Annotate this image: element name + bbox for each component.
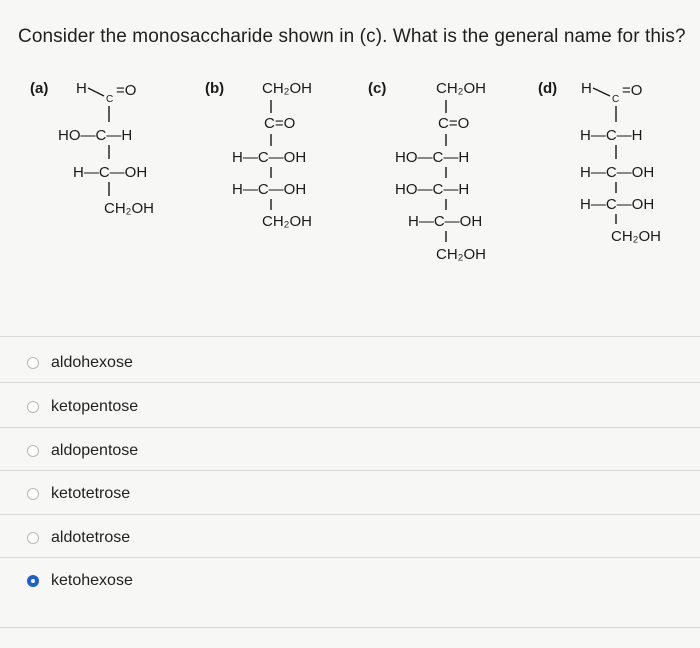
structure-c-top: CH₂OH bbox=[436, 80, 486, 97]
radio-button[interactable] bbox=[27, 357, 39, 369]
structure-c-row3: H—C—OH bbox=[408, 213, 483, 230]
structure-a-o: =O bbox=[116, 82, 137, 99]
option-aldotetrose[interactable] bbox=[0, 516, 700, 559]
option-label: aldopentose bbox=[51, 441, 139, 459]
structure-d-bond bbox=[593, 88, 610, 96]
option-divider bbox=[0, 557, 700, 558]
structure-a-row2: H—C—OH bbox=[73, 164, 148, 181]
structure-d-c: C bbox=[612, 94, 620, 105]
structure-c-label: (c) bbox=[368, 80, 387, 97]
option-label: ketohexose bbox=[51, 571, 133, 589]
structure-b-top: CH₂OH bbox=[262, 80, 312, 97]
structure-d-row3: H—C—OH bbox=[580, 196, 655, 213]
radio-button[interactable] bbox=[27, 445, 39, 457]
option-ketotetrose[interactable] bbox=[0, 472, 700, 515]
structure-a bbox=[30, 80, 154, 217]
structure-c bbox=[368, 80, 486, 263]
option-aldohexose[interactable] bbox=[0, 341, 700, 384]
option-label: aldotetrose bbox=[51, 528, 131, 546]
structure-c-row1: HO—C—H bbox=[395, 149, 470, 166]
structure-a-row1: HO—C—H bbox=[58, 127, 133, 144]
radio-button[interactable] bbox=[27, 488, 39, 500]
structure-c-row2: HO—C—H bbox=[395, 181, 470, 198]
option-divider bbox=[0, 427, 700, 428]
option-divider bbox=[0, 514, 700, 515]
option-divider bbox=[0, 470, 700, 471]
option-label: aldohexose bbox=[51, 353, 133, 371]
structures-figure bbox=[0, 70, 700, 270]
question-text: Consider the monosaccharide shown in (c). What is the general name for this? bbox=[18, 26, 686, 47]
structure-a-bond bbox=[88, 88, 104, 96]
structure-a-bottom: CH₂OH bbox=[104, 200, 154, 217]
structure-b-row0: C=O bbox=[264, 115, 296, 132]
structure-a-h: H bbox=[76, 80, 87, 97]
option-label: ketopentose bbox=[51, 397, 139, 415]
option-aldopentose[interactable] bbox=[0, 429, 700, 472]
structure-b-label: (b) bbox=[205, 80, 225, 97]
structure-d-bottom: CH₂OH bbox=[611, 228, 661, 245]
option-ketohexose[interactable] bbox=[0, 559, 700, 602]
structure-a-c: C bbox=[106, 94, 114, 105]
structure-d bbox=[538, 80, 661, 245]
structure-a-label: (a) bbox=[30, 80, 49, 97]
option-divider bbox=[0, 382, 700, 383]
structure-d-o: =O bbox=[622, 82, 643, 99]
structure-d-row1: H—C—H bbox=[580, 127, 643, 144]
structures-svg bbox=[0, 70, 700, 270]
divider-top bbox=[0, 336, 700, 337]
structure-d-label: (d) bbox=[538, 80, 558, 97]
radio-button[interactable] bbox=[27, 401, 39, 413]
structure-b-bottom: CH₂OH bbox=[262, 213, 312, 230]
radio-button[interactable] bbox=[27, 532, 39, 544]
structure-b-row2: H—C—OH bbox=[232, 181, 307, 198]
radio-button-selected[interactable] bbox=[27, 575, 39, 587]
option-ketopentose[interactable] bbox=[0, 385, 700, 428]
structure-b bbox=[205, 80, 312, 230]
structure-d-row2: H—C—OH bbox=[580, 164, 655, 181]
option-divider bbox=[0, 627, 700, 628]
structure-d-h: H bbox=[581, 80, 592, 97]
structure-c-bottom: CH₂OH bbox=[436, 246, 486, 263]
structure-b-row1: H—C—OH bbox=[232, 149, 307, 166]
structure-c-row0: C=O bbox=[438, 115, 470, 132]
option-label: ketotetrose bbox=[51, 484, 131, 502]
